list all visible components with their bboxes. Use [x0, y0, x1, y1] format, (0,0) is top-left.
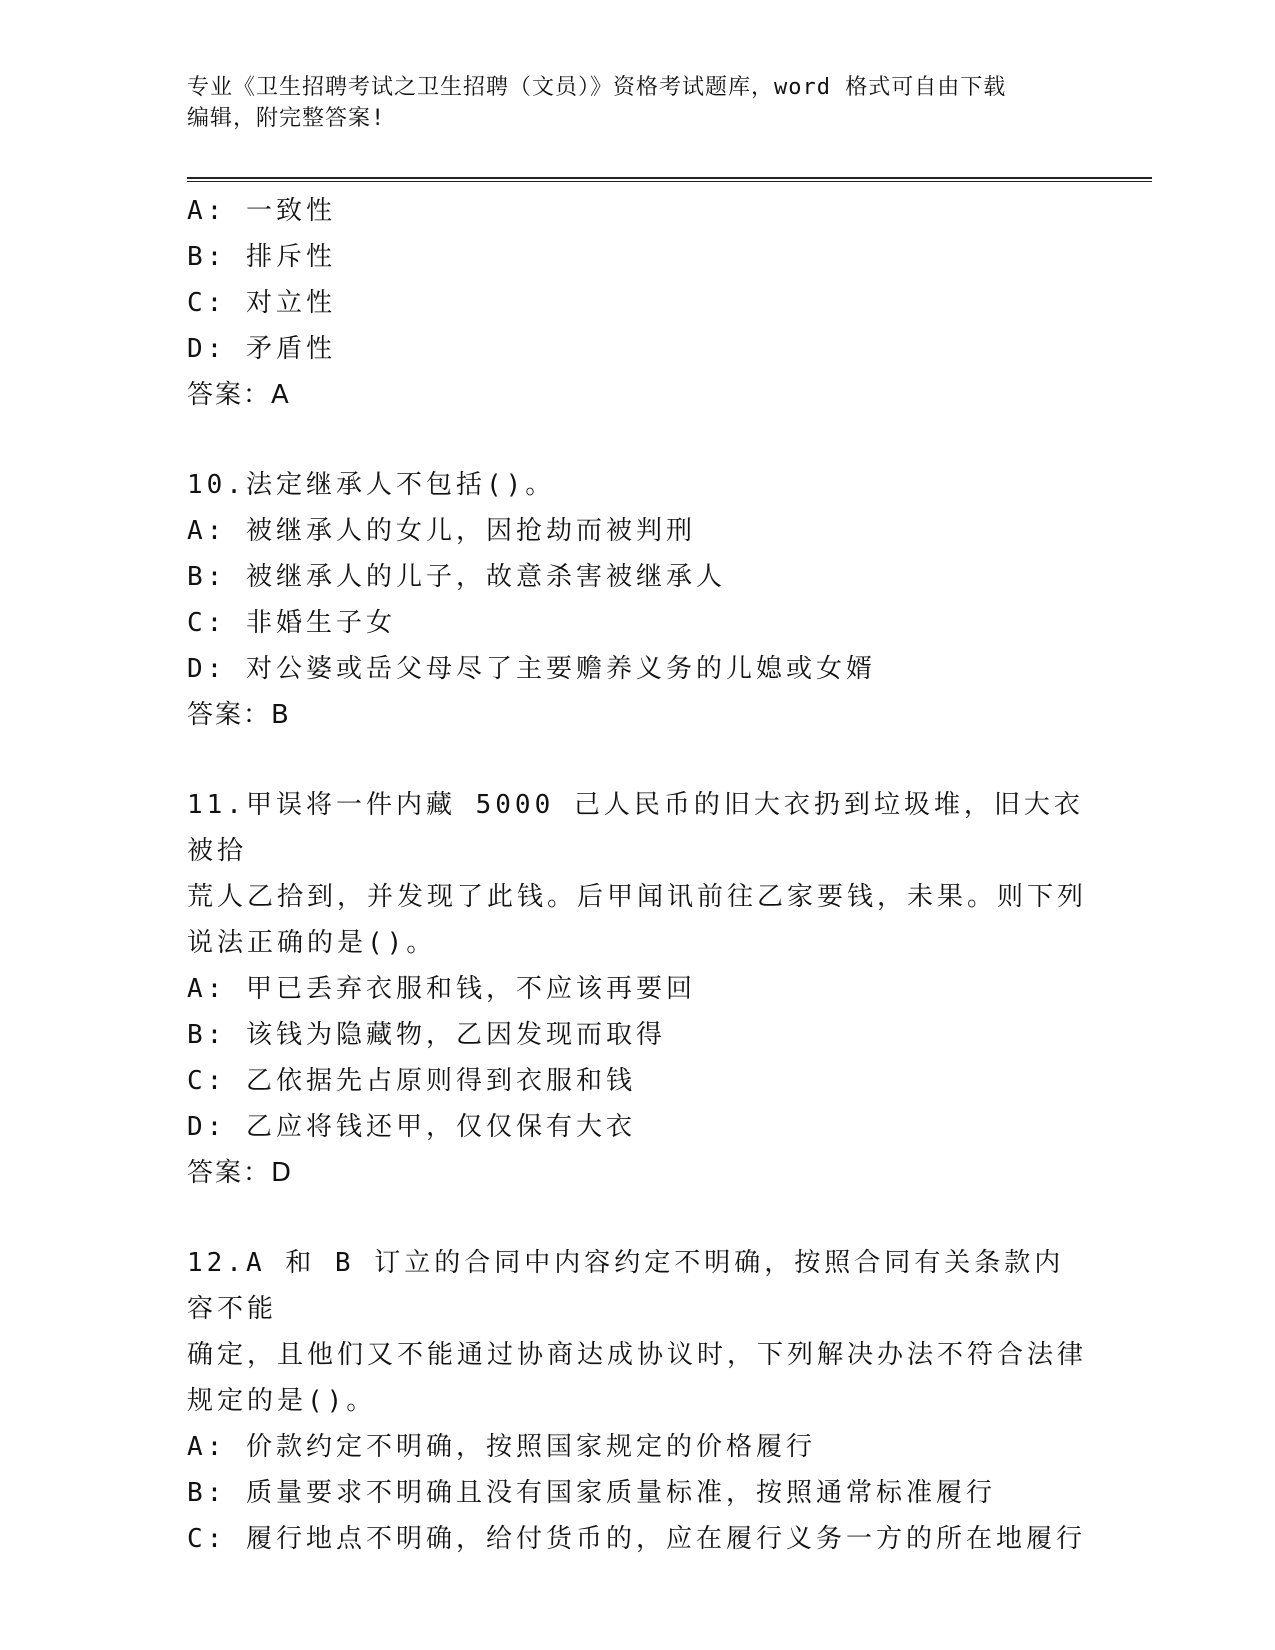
answer-label: 答案：B: [187, 700, 291, 730]
option-a: A: 价款约定不明确，按照国家规定的价格履行: [187, 1432, 816, 1462]
answer-label: 答案：D: [187, 1158, 294, 1188]
answer-label: 答案：A: [187, 380, 291, 410]
option-b: B: 质量要求不明确且没有国家质量标准，按照通常标准履行: [187, 1478, 996, 1508]
option-c: C: 乙依据先占原则得到衣服和钱: [187, 1066, 636, 1096]
option-a: A: 一致性: [187, 196, 336, 226]
question-9: [187, 188, 1087, 418]
option-c: C: 对立性: [187, 288, 336, 318]
option-a: A: 甲已丢弃衣服和钱，不应该再要回: [187, 974, 696, 1004]
header-line-2: 编辑，附完整答案!: [187, 106, 386, 131]
option-d: D: 乙应将钱还甲，仅仅保有大衣: [187, 1112, 636, 1142]
question-11: [187, 782, 1087, 1196]
question-12: [187, 1240, 1087, 1562]
page-header: [187, 72, 1067, 134]
option-b: B: 被继承人的儿子，故意杀害被继承人: [187, 562, 726, 592]
header-line-1: 专业《卫生招聘考试之卫生招聘（文员）》资格考试题库，word 格式可自由下载: [187, 75, 1007, 100]
option-b: B: 该钱为隐藏物，乙因发现而取得: [187, 1020, 666, 1050]
question-stem-line-1: 12.A 和 B 订立的合同中内容约定不明确，按照合同有关条款内容不能: [187, 1248, 1065, 1324]
option-c: C: 非婚生子女: [187, 608, 396, 638]
question-list: [187, 188, 1087, 1562]
header-divider: [187, 177, 1152, 182]
question-stem-line-1: 11.甲误将一件内藏 5000 己人民币的旧大衣扔到垃圾堆，旧大衣被拾: [187, 790, 1084, 866]
option-b: B: 排斥性: [187, 242, 336, 272]
option-d: D: 矛盾性: [187, 334, 336, 364]
option-d: D: 对公婆或岳父母尽了主要赡养义务的儿媳或女婿: [187, 654, 876, 684]
option-c: C: 履行地点不明确，给付货币的，应在履行义务一方的所在地履行: [187, 1524, 1086, 1554]
question-stem-line-3: 说法正确的是()。: [187, 928, 437, 958]
question-10: [187, 462, 1087, 738]
option-a: A: 被继承人的女儿，因抢劫而被判刑: [187, 516, 696, 546]
question-stem: 10.法定继承人不包括()。: [187, 470, 556, 500]
question-stem-line-3: 规定的是()。: [187, 1386, 377, 1416]
question-stem-line-2: 荒人乙拾到，并发现了此钱。后甲闻讯前往乙家要钱，未果。则下列: [187, 882, 1088, 912]
question-stem-line-2: 确定，且他们又不能通过协商达成协议时，下列解决办法不符合法律: [187, 1340, 1088, 1370]
